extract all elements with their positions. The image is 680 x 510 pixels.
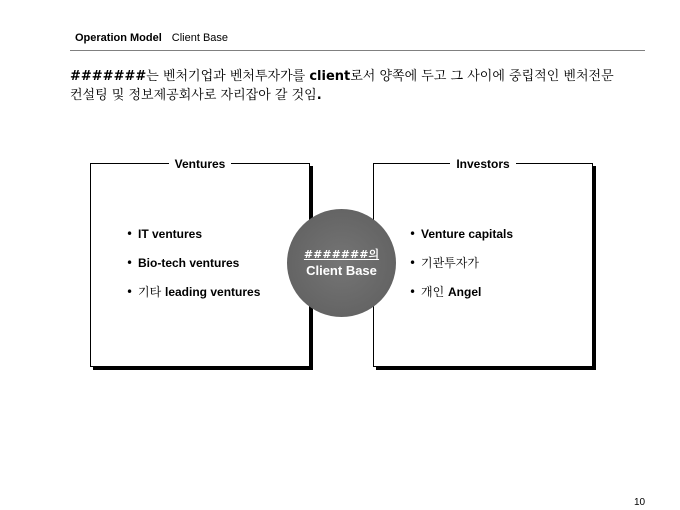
section-title: Operation Model	[75, 32, 162, 44]
investors-title-wrap	[374, 155, 592, 173]
intro-period: .	[316, 88, 322, 103]
ventures-list	[126, 226, 260, 313]
ventures-item-biotech: • Bio-tech ventures	[126, 255, 260, 272]
investors-title: Investors	[450, 156, 515, 172]
investors-item-institutional: • 기관투자가	[409, 255, 513, 272]
investors-item-vc: • Venture capitals	[409, 226, 513, 243]
ventures-item-leading: • 기타 leading ventures	[126, 284, 260, 301]
client-word: client	[309, 69, 351, 84]
subsection-title: Client Base	[171, 32, 229, 44]
ventures-title: Ventures	[169, 156, 232, 172]
ventures-title-wrap	[91, 155, 309, 173]
intro-part-2: 는 벤처기업과 벤처투자가를	[146, 69, 310, 84]
page-number: 10	[634, 497, 646, 508]
ventures-item-it: • IT ventures	[126, 226, 260, 243]
investors-panel	[373, 157, 593, 367]
header	[75, 32, 228, 44]
intro-text	[70, 67, 650, 105]
header-divider	[70, 50, 645, 51]
intro-line-2: 컨설팅 및 정보제공회사로 자리잡아 갈 것임	[70, 88, 317, 103]
investors-item-angel: • 개인 Angel	[409, 284, 513, 301]
intro-part-4: 로서 양쪽에 두고 그 사이에 중립적인 벤처전문	[350, 69, 614, 84]
investors-list	[409, 226, 513, 313]
company-placeholder: #######	[70, 69, 147, 84]
ventures-panel	[90, 157, 310, 367]
client-base-label: Client Base	[306, 263, 377, 278]
client-base-circle	[287, 209, 396, 317]
client-base-owner: #######의	[303, 248, 380, 261]
